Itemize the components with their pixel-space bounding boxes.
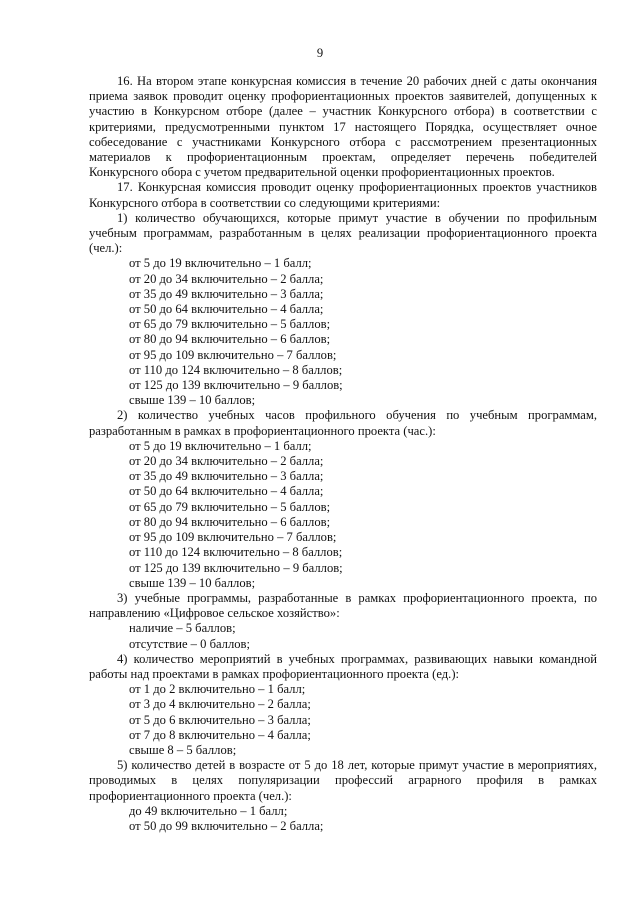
- criteria-score-line: от 50 до 64 включительно – 4 балла;: [129, 302, 324, 317]
- criteria-score-line: от 125 до 139 включительно – 9 баллов;: [129, 560, 343, 575]
- criteria-score-line: от 5 до 19 включительно – 1 балл;: [129, 438, 312, 453]
- criteria-score-line: от 50 до 64 включительно – 4 балла;: [129, 484, 324, 499]
- criteria-score-line: от 7 до 8 включительно – 4 балла;: [129, 727, 311, 742]
- criteria-score-line: от 80 до 94 включительно – 6 баллов;: [129, 514, 331, 529]
- criteria-score-line: от 35 до 49 включительно – 3 балла;: [129, 469, 324, 484]
- criteria-score-line: от 5 до 19 включительно – 1 балл;: [129, 256, 312, 271]
- paragraph: 17. Конкурсная комиссия проводит оценку профориентационных проектов участников Конкурсного отбора в соответствии со следующими критериями:: [89, 180, 597, 210]
- criteria-score-line: от 95 до 109 включительно – 7 баллов;: [129, 530, 337, 545]
- criteria-score-line: от 65 до 79 включительно – 5 баллов;: [129, 499, 331, 514]
- paragraph: 16. На втором этапе конкурсная комиссия в течение 20 рабочих дней с даты окончания приема заявок проводит оценку профориентационных проектов заявителей, допущенных к участию в Конкурсном отборе (далее – участник Конкурсного отбора) в соответствии с критериями, предусмотренными пунктом 17 настоящего Порядка, осуществляет очное собеседование с участниками Конкурсного отбора с рассмотрением презентационных материалов к профориентационным проектам, определяет перечень победителей Конкурсного обора с учетом предварительной оценки профориентационных проектов.: [89, 74, 597, 180]
- criteria-score-line: от 5 до 6 включительно – 3 балла;: [129, 712, 311, 727]
- criteria-score-line: от 110 до 124 включительно – 8 баллов;: [129, 545, 343, 560]
- criteria-score-line: свыше 8 – 5 баллов;: [129, 742, 237, 757]
- criteria-score-line: от 80 до 94 включительно – 6 баллов;: [129, 332, 331, 347]
- criteria-score-line: от 20 до 34 включительно – 2 балла;: [129, 271, 324, 286]
- criteria-score-line: от 65 до 79 включительно – 5 баллов;: [129, 317, 331, 332]
- criteria-score-line: от 3 до 4 включительно – 2 балла;: [129, 697, 311, 712]
- page-number: 9: [316, 46, 324, 60]
- criteria-score-line: свыше 139 – 10 баллов;: [129, 393, 256, 408]
- criteria-score-line: от 110 до 124 включительно – 8 баллов;: [129, 362, 343, 377]
- criteria-score-line: от 35 до 49 включительно – 3 балла;: [129, 286, 324, 301]
- paragraph: 3) учебные программы, разработанные в рамках профориентационного проекта, по направлению «Цифровое сельское хозяйство»:: [89, 590, 597, 621]
- paragraph: 2) количество учебных часов профильного обучения по учебным программам, разработанным в рамках в профориентационного проекта (час.):: [89, 408, 597, 438]
- criteria-score-line: наличие – 5 баллов;: [129, 621, 236, 636]
- criteria-score-line: от 1 до 2 включительно – 1 балл;: [129, 682, 306, 697]
- paragraph: 4) количество мероприятий в учебных программах, развивающих навыки командной работы над проектами в рамках профориентационного проекта (ед.):: [89, 651, 597, 681]
- criteria-score-line: свыше 139 – 10 баллов;: [129, 575, 256, 590]
- criteria-score-line: от 95 до 109 включительно – 7 баллов;: [129, 347, 337, 362]
- criteria-score-line: до 49 включительно – 1 балл;: [129, 803, 288, 818]
- document-body: [89, 74, 597, 834]
- paragraph: 1) количество обучающихся, которые примут участие в обучении по профильным учебным программам, разработанным в целях реализации профориентационного проекта (чел.):: [89, 210, 597, 256]
- criteria-score-line: от 50 до 99 включительно – 2 балла;: [129, 818, 324, 833]
- criteria-score-line: от 125 до 139 включительно – 9 баллов;: [129, 378, 343, 393]
- criteria-score-line: отсутствие – 0 баллов;: [129, 636, 250, 651]
- criteria-score-line: от 20 до 34 включительно – 2 балла;: [129, 454, 324, 469]
- paragraph: 5) количество детей в возрасте от 5 до 18 лет, которые примут участие в мероприятиях, проводимых в целях популяризации профессий аграрного профиля в рамках профориентационного проекта (чел.):: [89, 758, 597, 803]
